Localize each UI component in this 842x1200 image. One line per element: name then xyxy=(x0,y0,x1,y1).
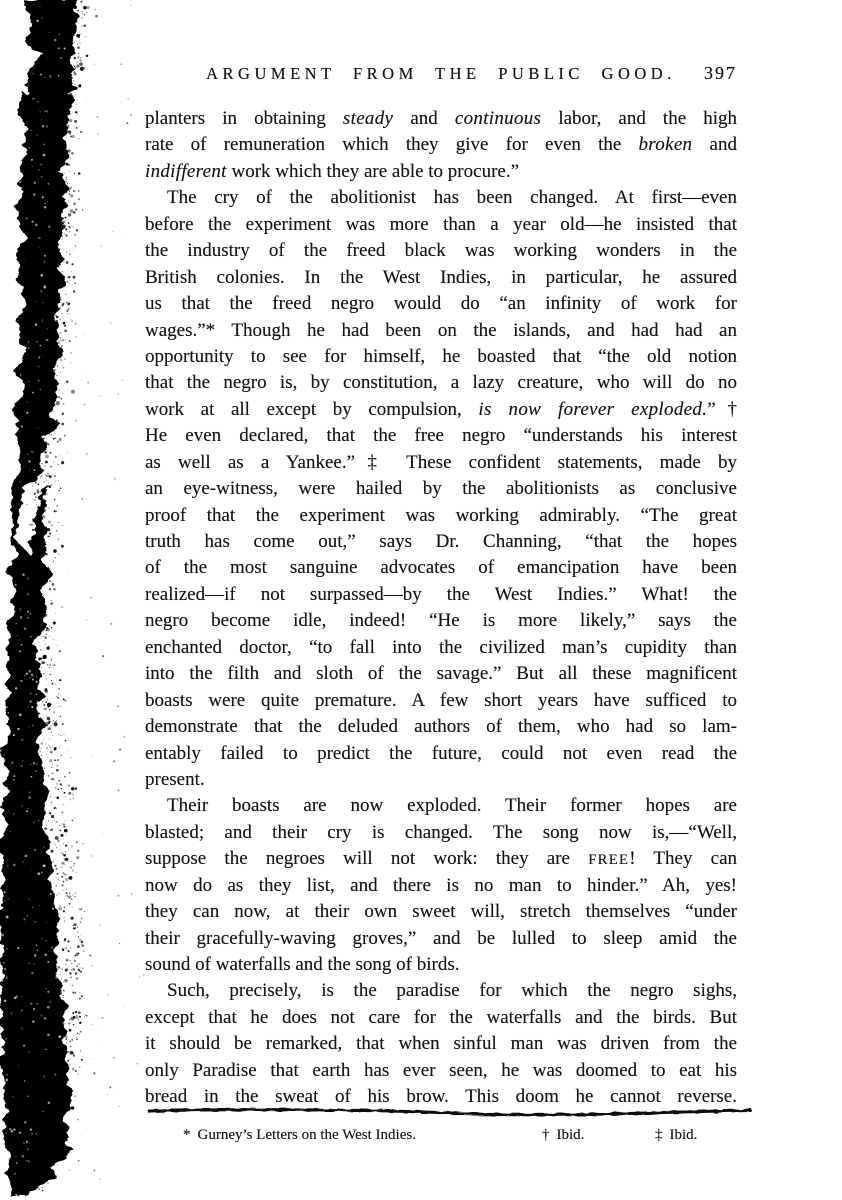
text-line: enchanted doctor, “to fall into the civilized man’s cupidity than xyxy=(145,636,737,658)
text-line: boasts were quite premature. A few short years have sufficed to xyxy=(145,689,737,711)
text-line: planters in obtaining steady and continuous labor, and the high xyxy=(145,108,738,129)
text-line: proof that the experiment was working admirably. “The great xyxy=(145,504,737,526)
text-line: as well as a Yankee.”‡ These confident statements, made by xyxy=(145,451,737,473)
text-line: wages.”* Though he had been on the islands, and had had an xyxy=(145,319,737,341)
text-line: negro become idle, indeed! “He is more likely,” says the xyxy=(145,610,737,632)
text-line: He even declared, that the free negro “understands his interest xyxy=(145,425,737,447)
scan-binding-artifact xyxy=(0,0,150,1200)
text-line: an eye-witness, were hailed by the abolitionists as conclusive xyxy=(145,478,737,500)
text-line: they can now, at their own sweet will, stretch themselves “under xyxy=(145,901,737,923)
text-line: sound of waterfalls and the song of birds. xyxy=(145,954,460,975)
text-line: bread in the sweat of his brow. This doom he cannot reverse. xyxy=(145,1086,737,1108)
text-line: into the filth and sloth of the savage.” But all these magnificent xyxy=(145,663,737,685)
running-head xyxy=(145,64,737,90)
text-line: rate of remuneration which they give for even the broken and xyxy=(145,134,737,156)
text-line: realized—if not surpassed—by the West Indies.” What! the xyxy=(145,583,737,605)
text-line: now do as they list, and there is no man to hinder.” Ah, yes! xyxy=(145,874,737,896)
text-line: British colonies. In the West Indies, in particular, he assured xyxy=(145,266,737,288)
text-line: entably failed to predict the future, could not even read the xyxy=(145,742,737,764)
text-line: work at all except by compulsion, is now forever exploded.”† xyxy=(145,398,737,420)
footnote-marker: ‡ xyxy=(655,1127,663,1143)
text-line: opportunity to see for himself, he boasted that “the old notion xyxy=(145,345,737,367)
footnote-text: Ibid. xyxy=(556,1127,585,1143)
footnote-item xyxy=(542,1127,584,1144)
ink-band xyxy=(1,0,80,1196)
footnote-text: Gurney’s Letters on the West Indies. xyxy=(197,1127,416,1143)
text-line: suppose the negroes will not work: they are FREE! They can xyxy=(145,848,738,870)
text-line: Their boasts are now exploded. Their former hopes are xyxy=(167,795,737,817)
footnote-item xyxy=(655,1127,697,1144)
footnote-marker: * xyxy=(183,1127,191,1143)
text-line: blasted; and their cry is changed. The song now is,—“Well, xyxy=(145,821,737,843)
text-line: their gracefully-waving groves,” and be lulled to sleep amid the xyxy=(145,927,737,949)
footnote-rule xyxy=(145,1106,765,1120)
text-line: before the experiment was more than a year old—he insisted that xyxy=(145,213,737,235)
text-line: The cry of the abolitionist has been changed. At first—even xyxy=(167,187,737,209)
text-line: indifferent work which they are able to procure.” xyxy=(145,160,520,182)
paragraph xyxy=(145,978,737,1110)
footnote-item xyxy=(183,1127,416,1144)
footnote-marker: † xyxy=(542,1127,550,1143)
paragraph xyxy=(145,106,737,185)
paragraph xyxy=(145,793,737,978)
page-number: 397 xyxy=(704,63,737,83)
footnote-text: Ibid. xyxy=(669,1127,698,1143)
text-line: truth has come out,” says Dr. Channing, “that the hopes xyxy=(145,531,737,552)
text-line: present. xyxy=(145,768,205,790)
text-line: only Paradise that earth has ever seen, he was doomed to eat his xyxy=(145,1059,737,1081)
text-line: of the most sanguine advocates of emancipation have been xyxy=(145,557,737,579)
text-line: the industry of the freed black was working wonders in the xyxy=(145,240,737,262)
text-line: that the negro is, by constitution, a lazy creature, who will do no xyxy=(145,372,737,394)
paragraph xyxy=(145,185,737,793)
footnotes xyxy=(145,1127,737,1151)
text-line: except that he does not care for the waterfalls and the birds. But xyxy=(145,1006,737,1028)
text-line: it should be remarked, that when sinful man was driven from the xyxy=(145,1033,737,1055)
page-title: ARGUMENT FROM THE PUBLIC GOOD. xyxy=(206,64,676,83)
text-line: demonstrate that the deluded authors of them, who had so lam- xyxy=(145,716,737,738)
text-line: us that the freed negro would do “an infinity of work for xyxy=(145,293,737,315)
text-line: Such, precisely, is the paradise for which the negro sighs, xyxy=(167,980,737,1002)
body-text xyxy=(145,106,737,1111)
